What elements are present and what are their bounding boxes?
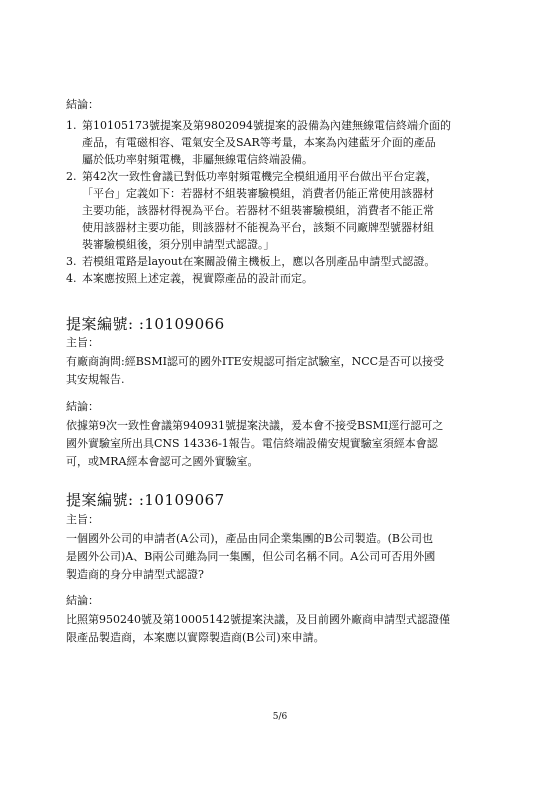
list-item [66,117,506,168]
purpose-line: 一個國外公司的申請者(A公司)，產品由同企業集團的B公司製造。(B公司也 [66,532,433,545]
conclusion-text [66,417,506,471]
list-item-line: 屬於低功率射頻電機，非屬無線電信終端設備。 [82,153,313,166]
purpose-line: 是國外公司)A、B兩公司雖為同一集團，但公司名稱不同。A公司可否用外國 [66,550,436,563]
list-item-line: 本案應按照上述定義，視實際產品的設計而定。 [82,272,313,285]
conclusion-label: 結論： [66,400,99,413]
purpose-line: 製造商的身分申請型式認證? [66,568,204,581]
purpose-label: 主旨： [66,513,99,526]
list-item [66,168,506,253]
conclusion-label: 結論： [66,98,99,111]
proposal-heading: 提案編號: :10109067 [66,491,225,509]
proposal-heading: 提案編號: :10109066 [66,315,225,333]
list-item-number: 1. [66,119,77,132]
list-item-line: 「平台」定義如下：若器材不組裝審驗模組，消費者仍能正常使用該器材 [82,187,434,200]
list-item-line: 主要功能，該器材得視為平台。若器材不組裝審驗模組，消費者不能正常 [82,204,434,217]
list-item-line: 第42次一致性會議已對低功率射頻電機完全模組通用平台做出平台定義， [82,170,437,183]
list-item-line: 第10105173號提案及第9802094號提案的設備為內建無線電信終端介面的 [82,119,451,132]
conclusion-text [66,611,506,647]
conclusion-list [66,117,506,287]
conclusion-line: 國外實驗室所出具CNS 14336-1報告。電信終端設備安規實驗室須經本會認 [66,437,438,450]
conclusion-line: 可，或MRA經本會認可之國外實驗室。 [66,455,259,468]
list-item-line: 使用該器材主要功能，則該器材不能視為平台，該類不同廠牌型號器材組 [82,221,434,234]
conclusion-line: 限產品製造商，本案應以實際製造商(B公司)來申請。 [66,631,325,644]
purpose-line: 有廠商詢問:經BSMI認可的國外ITE安規認可指定試驗室，NCC是否可以接受 [66,355,445,368]
conclusion-line: 比照第950240號及第10005142號提案決議，及目前國外廠商申請型式認證僅 [66,613,450,626]
list-item-line: 若模組電路是layout在案關設備主機板上，應以各別產品申請型式認證。 [82,255,436,268]
list-item-line: 產品，有電磁相容、電氣安全及SAR等考量，本案為內建藍牙介面的產品 [82,136,436,149]
page-number: 5/6 [272,712,288,722]
purpose-text [66,530,506,584]
purpose-text [66,353,506,389]
purpose-label: 主旨： [66,336,99,349]
conclusion-line: 依據第9次一致性會議第940931號提案決議，爰本會不接受BSMI逕行認可之 [66,419,444,432]
conclusion-label: 結論： [66,594,99,607]
list-item [66,253,506,270]
list-item-line: 裝審驗模組後，須分別申請型式認證。」 [82,238,275,251]
list-item-number: 2. [66,170,77,183]
list-item [66,270,506,287]
list-item-number: 3. [66,255,77,268]
purpose-line: 其安規報告. [66,373,125,386]
list-item-number: 4. [66,272,77,285]
